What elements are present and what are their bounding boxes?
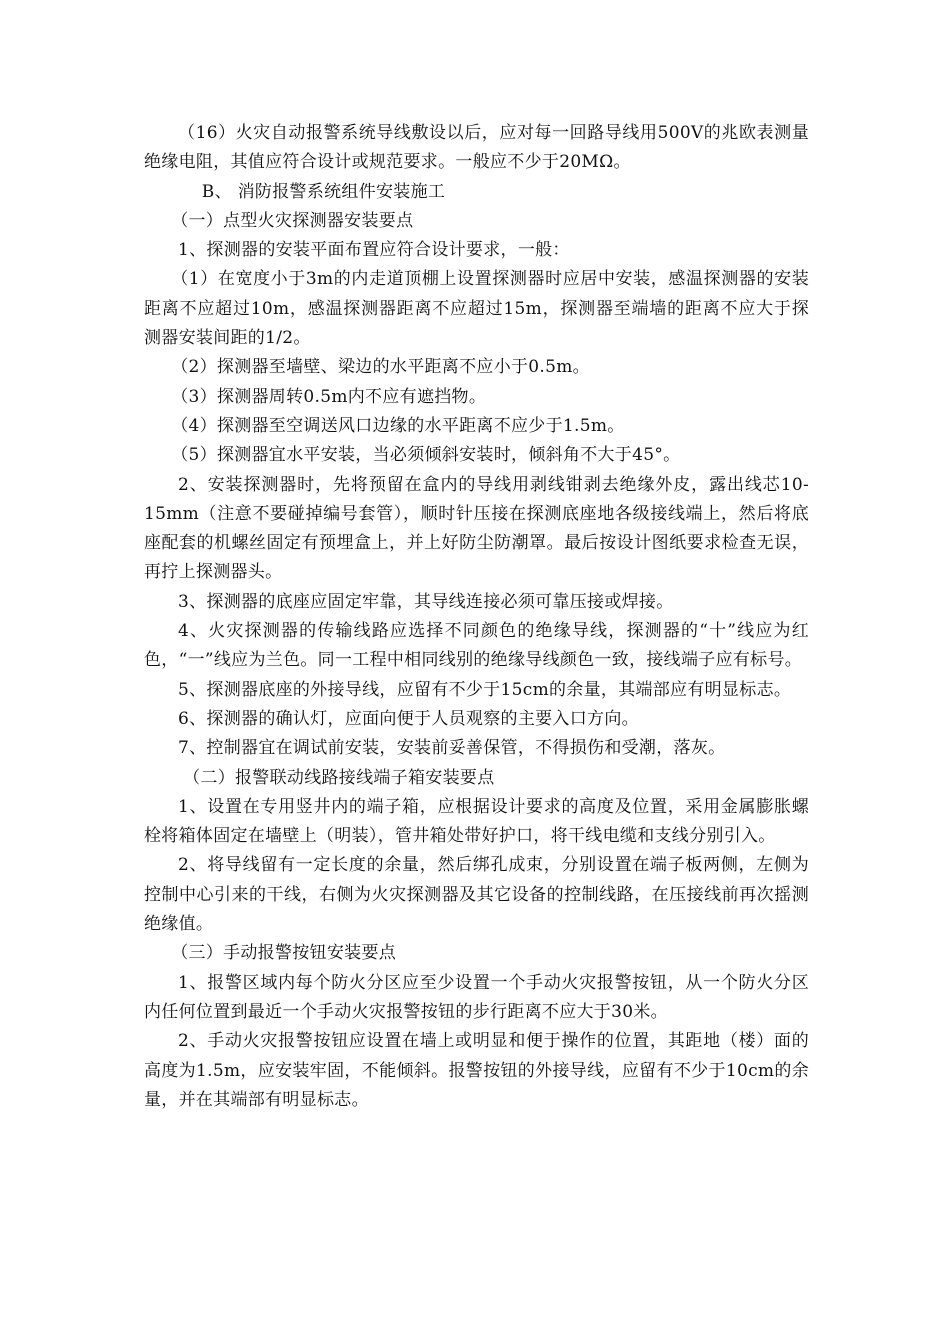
- paragraph-terminal-1: 1、设置在专用竖井内的端子箱，应根据设计要求的高度及位置，采用金属膨胀螺栓将箱体固定在墙壁上（明装），管井箱处带好护口，将干线电缆和支线分别引入。: [144, 796, 809, 847]
- paragraph-item-3: 3、探测器的底座应固定牢靠，其导线连接必须可靠压接或焊接。: [178, 591, 674, 612]
- subheading-point-detector: （一）点型火灾探测器安装要点: [171, 210, 414, 231]
- paragraph-item-7: 7、控制器宜在调试前安装，安装前妥善保管，不得损伤和受潮，落灰。: [178, 738, 726, 759]
- paragraph-item-5: 5、探测器底座的外接导线，应留有不少于15cm的余量，其端部应有明显标志。: [178, 679, 792, 700]
- paragraph-item-6: 6、探测器的确认灯，应面向便于人员观察的主要入口方向。: [178, 708, 639, 729]
- paragraph-sub-3: （3）探测器周转0.5m内不应有遮挡物。: [171, 386, 487, 407]
- paragraph-item-1: 1、探测器的安装平面布置应符合设计要求，一般：: [178, 240, 570, 261]
- paragraph-item-4: 4、火灾探测器的传输线路应选择不同颜色的绝缘导线，探测器的“十”线应为红色，“一”线应为兰色。同一工程中相同线别的绝缘导线颜色一致，接线端子应有标号。: [144, 621, 809, 671]
- paragraph-manual-1: 1、报警区域内每个防火分区应至少设置一个手动火灾报警按钮，从一个防火分区内任何位置到最近一个手动火灾报警按钮的步行距离不应大于30米。: [144, 972, 809, 1022]
- document-body: [144, 119, 809, 1115]
- paragraph-insulation-test: （16）火灾自动报警系统导线敷设以后，应对每一回路导线用500V的兆欧表测量绝缘电阻，其值应符合设计或规范要求。一般应不少于20MΩ。: [144, 123, 809, 173]
- paragraph-sub-1: （1）在宽度小于3m的内走道顶棚上设置探测器时应居中安装，感温探测器的安装距离不应超过10m，感温探测器距离不应超过15m，探测器至端墙的距离不应大于探测器安装间距的1/2。: [144, 269, 809, 349]
- paragraph-sub-2: （2）探测器至墙壁、梁边的水平距离不应小于0.5m。: [171, 357, 590, 378]
- paragraph-manual-2: 2、手动火灾报警按钮应设置在墙上或明显和便于操作的位置，其距地（楼）面的高度为1.5m，应安装牢固，不能倾斜。报警按钮的外接导线，应留有不少于10cm的余量，并在其端部有明显标志。: [144, 1031, 809, 1110]
- paragraph-sub-4: （4）探测器至空调送风口边缘的水平距离不应少于1.5m。: [171, 415, 625, 436]
- subheading-manual-button: （三）手动报警按钮安装要点: [171, 943, 397, 964]
- subheading-terminal-box: （二）报警联动线路接线端子箱安装要点: [183, 767, 495, 788]
- section-heading-b: B、 消防报警系统组件安装施工: [201, 181, 446, 202]
- paragraph-sub-5: （5）探测器宜水平安装，当必须倾斜安装时，倾斜角不大于45°。: [171, 445, 681, 466]
- paragraph-item-2: 2、安装探测器时，先将预留在盒内的导线用剥线钳剥去绝缘外皮，露出线芯10-15mm（注意不要碰掉编号套管），顺时针压接在探测底座地各级接线端上，然后将底座配套的机螺丝固定有预埋盒上，并上好防尘防潮罩。最后按设计图纸要求检查无误，再拧上探测器头。: [144, 474, 809, 583]
- paragraph-terminal-2: 2、将导线留有一定长度的余量，然后绑孔成束，分别设置在端子板两侧，左侧为控制中心引来的干线，右侧为火灾探测器及其它设备的控制线路，在压接线前再次摇测绝缘值。: [144, 855, 809, 935]
